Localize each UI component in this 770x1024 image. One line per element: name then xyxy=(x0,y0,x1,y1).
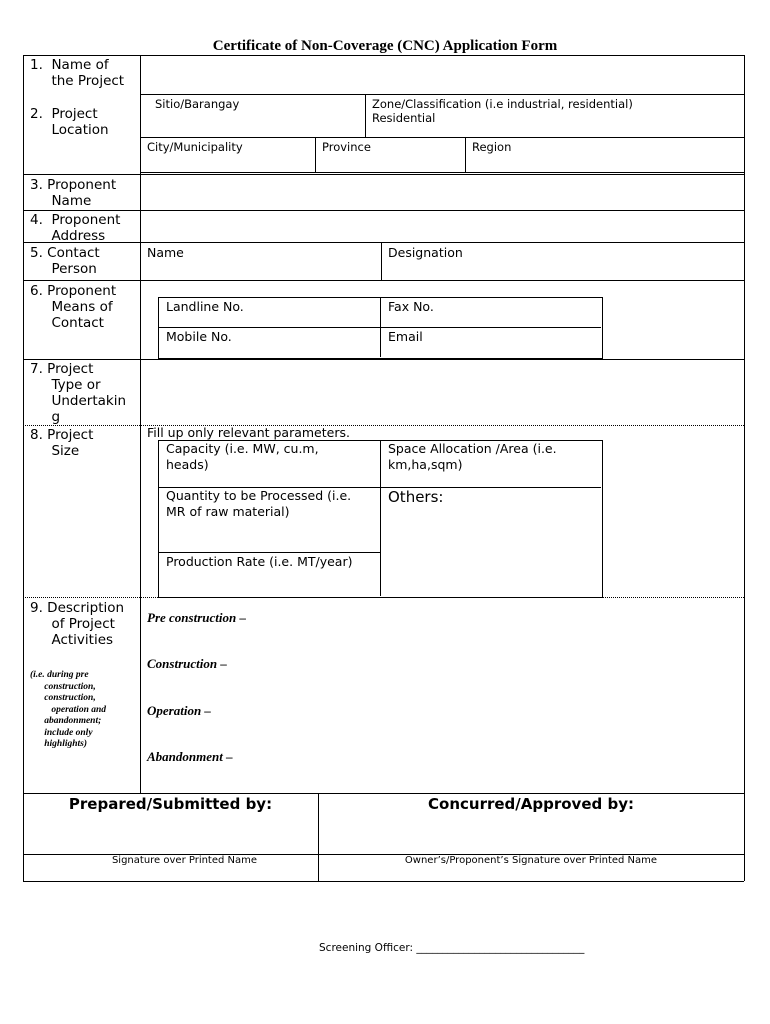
form-title: Certificate of Non-Coverage (CNC) Application Form xyxy=(212,38,558,54)
mobile-field[interactable]: Mobile No. xyxy=(166,329,232,344)
proponent-name-field[interactable] xyxy=(141,175,744,210)
production-rate-field[interactable]: Production Rate (i.e. MT/year) xyxy=(166,554,353,569)
contact-name-field[interactable]: Name xyxy=(147,245,184,260)
label-name-of-project: 1. Name of the Project xyxy=(30,57,125,89)
approved-signature-field[interactable] xyxy=(319,815,743,853)
contact-designation-field[interactable]: Designation xyxy=(388,245,463,260)
region-field[interactable]: Region xyxy=(472,140,512,154)
project-type-field[interactable] xyxy=(141,360,744,425)
size-instruction: Fill up only relevant parameters. xyxy=(147,425,350,440)
space-allocation-field[interactable]: Space Allocation /Area (i.e. km,ha,sqm) xyxy=(388,441,557,472)
right-signature-caption: Owner’s/Proponent’s Signature over Printed Name xyxy=(404,855,658,866)
label-contact-person: 5. Contact Person xyxy=(30,245,100,277)
pre-construction-field[interactable]: Pre construction – xyxy=(147,610,246,625)
email-field[interactable]: Email xyxy=(388,329,423,344)
approved-by-heading: Concurred/Approved by: xyxy=(428,795,634,813)
construction-field[interactable]: Construction – xyxy=(147,656,227,671)
sitio-barangay-field[interactable]: Sitio/Barangay xyxy=(155,97,240,111)
label-project-size: 8. Project Size xyxy=(30,427,94,459)
left-signature-caption: Signature over Printed Name xyxy=(111,855,258,866)
abandonment-field[interactable]: Abandonment – xyxy=(147,749,233,764)
fax-field[interactable]: Fax No. xyxy=(388,299,434,314)
others-field[interactable]: Others: xyxy=(388,488,444,506)
proponent-address-field[interactable] xyxy=(141,211,744,242)
province-field[interactable]: Province xyxy=(322,140,371,154)
description-note: (i.e. during pre construction, construction, operation and abandonment; include only highlights) xyxy=(30,670,107,749)
label-proponent-name: 3. Proponent Name xyxy=(30,177,117,209)
operation-field[interactable]: Operation – xyxy=(147,703,211,718)
landline-field[interactable]: Landline No. xyxy=(166,299,244,314)
prepared-signature-field[interactable] xyxy=(24,815,317,853)
city-municipality-field[interactable]: City/Municipality xyxy=(147,140,243,154)
project-name-field[interactable] xyxy=(141,56,744,94)
capacity-field[interactable]: Capacity (i.e. MW, cu.m, heads) xyxy=(166,441,319,472)
label-means-of-contact: 6. Proponent Means of Contact xyxy=(30,283,117,331)
label-description: 9. Description of Project Activities xyxy=(30,600,125,648)
prepared-by-heading: Prepared/Submitted by: xyxy=(68,795,273,813)
screening-officer-line[interactable]: Screening Officer: ________________________________ xyxy=(319,942,585,954)
zone-classification-field[interactable]: Zone/Classification (i.e industrial, residential) Residential xyxy=(372,97,633,125)
label-project-type: 7. Project Type or Undertakin g xyxy=(30,361,127,425)
label-proponent-address: 4. Proponent Address xyxy=(30,212,121,244)
quantity-processed-field[interactable]: Quantity to be Processed (i.e. MR of raw material) xyxy=(166,488,352,519)
label-project-location: 2. Project Location xyxy=(30,106,109,138)
